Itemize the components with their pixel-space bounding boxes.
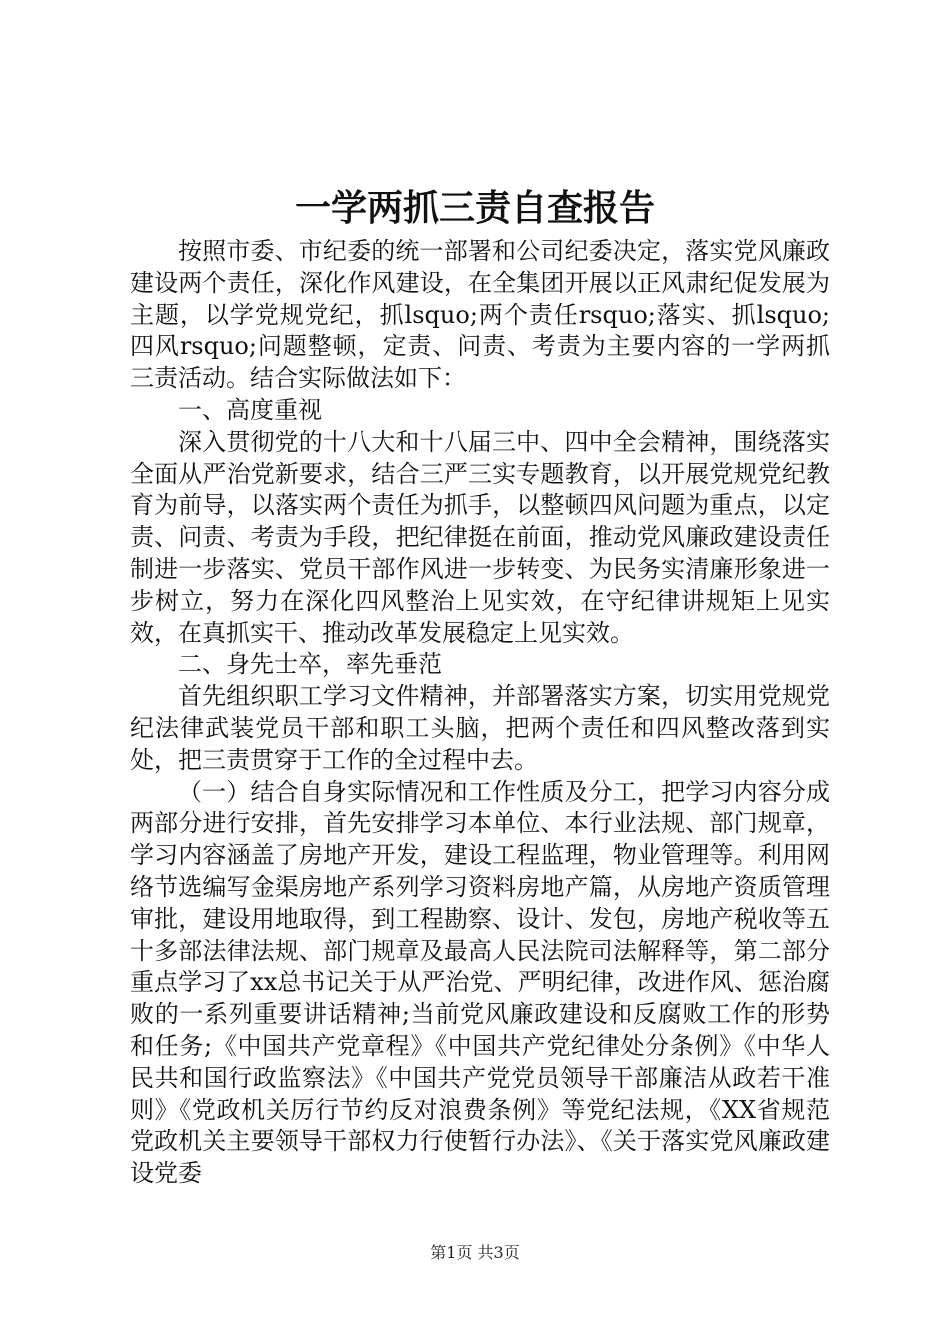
paragraph-subsection-1: （一）结合自身实际情况和工作性质及分工，把学习内容分成两部分进行安排，首先安排学习本单位、本行业法规、部门规章，学习内容涵盖了房地产开发，建设工程监理，物业管理等。利用网络节选编写金渠房地产系列学习资料房地产篇，从房地产资质管理审批，建设用地取得，到工程勘察、设计、发包，房地产税收等五十多部法律法规、部门规章及最高人民法院司法解释等，第二部分重点学习了xx总书记关于从严治党、严明纪律，改进作风、惩治腐败的一系列重要讲话精神;当前党风廉政建设和反腐败工作的形势和任务;《中国共产党章程》《中国共产党纪律处分条例》《中华人民共和国行政监察法》《中国共产党党员领导干部廉洁从政若干准则》《党政机关厉行节约反对浪费条例》等党纪法规，《XX省规范党政机关主要领导干部权力行使暂行办法》、《关于落实党风廉政建设党委 (130, 777, 830, 1188)
document-body (130, 236, 830, 1190)
paragraph-section-2: 首先组织职工学习文件精神，并部署落实方案，切实用党规党纪法律武装党员干部和职工头脑，把两个责任和四风整改落到实处，把三责贯穿于工作的全过程中去。 (130, 682, 830, 774)
section-heading-1: 一、高度重视 (178, 395, 322, 424)
section-heading-2: 二、身先士卒，率先垂范 (178, 650, 442, 679)
document-title: 一学两抓三责自查报告 (294, 187, 655, 229)
paragraph-section-1: 深入贯彻党的十八大和十八届三中、四中全会精神，围绕落实全面从严治党新要求，结合三严三实专题教育，以开展党规党纪教育为前导，以落实两个责任为抓手，以整顿四风问题为重点，以定责、问责、考责为手段，把纪律挺在前面，推动党风廉政建设责任制进一步落实、党员干部作风进一步转变、为民务实清廉形象进一步树立，努力在深化四风整治上见实效，在守纪律讲规矩上见实效，在真抓实干、推动改革发展稳定上见实效。 (130, 427, 830, 647)
page-footer: 第1页 共3页 (430, 1243, 520, 1262)
paragraph-intro: 按照市委、市纪委的统一部署和公司纪委决定，落实党风廉政建设两个责任，深化作风建设，在全集团开展以正风肃纪促发展为主题，以学党规党纪，抓lsquo;两个责任rsquo;落实、抓lsquo;四风rsquo;问题整顿，定责、问责、考责为主要内容的一学两抓三责活动。结合实际做法如下： (130, 237, 830, 393)
